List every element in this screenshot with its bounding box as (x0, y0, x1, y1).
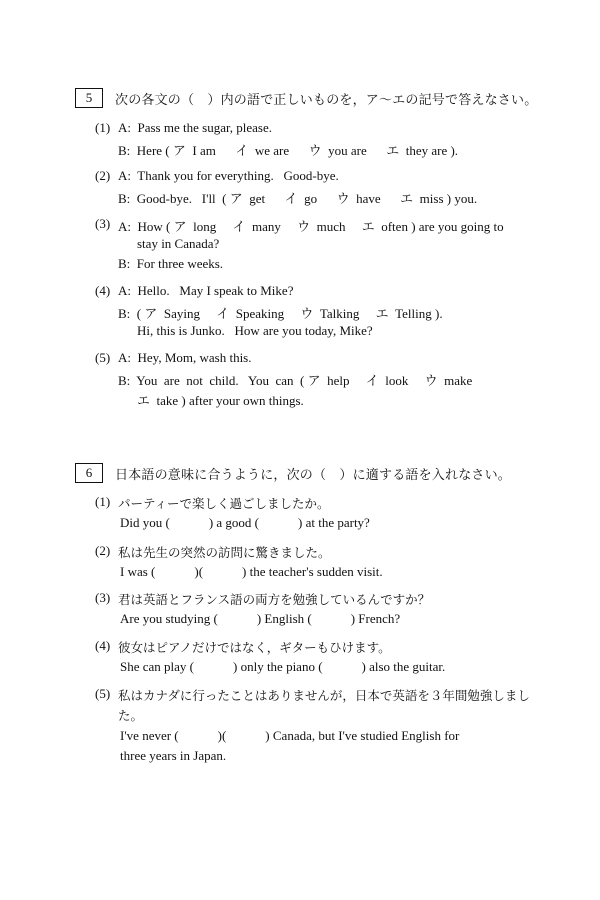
question-number: (1) (95, 494, 111, 509)
english-sentence: She can play ( ) only the piano ( ) also the guitar. (120, 659, 446, 674)
dialogue-line: A: Pass me the sugar, please. (118, 120, 273, 135)
dialogue-line: B: ( ア Saying イ Speaking ウ Talking エ Telling ). (118, 306, 443, 321)
dialogue-line: A: Hello. May I speak to Mike? (118, 283, 294, 298)
question-number: (3) (95, 590, 111, 605)
question-number: (2) (95, 168, 111, 183)
dialogue-line: A: How ( ア long イ many ウ much エ often ) are you going to (118, 219, 504, 234)
japanese-sentence: た。 (118, 708, 144, 723)
section-number: 6 (75, 463, 103, 483)
japanese-sentence: 彼女はピアノだけではなく，ギターもひけます。 (118, 640, 391, 655)
question-number: (5) (95, 350, 111, 365)
dialogue-line: B: Good-bye. I'll ( ア get イ go ウ have エ miss ) you. (118, 191, 478, 206)
question-number: (5) (95, 686, 111, 701)
dialogue-line: Hi, this is Junko. How are you today, Mike? (137, 323, 373, 338)
english-sentence: Are you studying ( ) English ( ) French? (120, 611, 401, 626)
japanese-sentence: 私はカナダに行ったことはありませんが，日本で英語を３年間勉強しまし (118, 688, 530, 703)
dialogue-line: B: Here ( ア I am イ we are ウ you are エ they are ). (118, 143, 459, 158)
question-number: (4) (95, 638, 111, 653)
question-number: (2) (95, 543, 111, 558)
english-sentence: I was ( )( ) the teacher's sudden visit. (120, 564, 383, 579)
section-instruction: 日本語の意味に合うように，次の（ ）に適する語を入れなさい。 (115, 467, 512, 483)
english-sentence: I've never ( )( ) Canada, but I've studied English for (120, 728, 460, 743)
section-instruction: 次の各文の（ ）内の語で正しいものを，ア～エの記号で答えなさい。 (115, 92, 538, 108)
english-sentence: Did you ( ) a good ( ) at the party? (120, 515, 370, 530)
japanese-sentence: 君は英語とフランス語の両方を勉強しているんですか？ (118, 592, 431, 607)
dialogue-line: B: For three weeks. (118, 256, 224, 271)
section-5-header (75, 88, 537, 108)
english-sentence: three years in Japan. (120, 748, 227, 763)
question-number: (3) (95, 216, 111, 231)
japanese-sentence: 私は先生の突然の訪問に驚きました。 (118, 545, 331, 560)
question-number: (4) (95, 283, 111, 298)
dialogue-line: エ take ) after your own things. (137, 393, 304, 408)
section-number: 5 (75, 88, 103, 108)
question-number: (1) (95, 120, 111, 135)
dialogue-line: stay in Canada? (137, 236, 220, 251)
dialogue-line: B: You are not child. You can ( ア help イ look ウ make (118, 373, 473, 388)
dialogue-line: A: Hey, Mom, wash this. (118, 350, 252, 365)
japanese-sentence: パーティーで楽しく過ごしましたか。 (118, 496, 330, 511)
section-6-header (75, 463, 511, 483)
dialogue-line: A: Thank you for everything. Good-bye. (118, 168, 339, 183)
